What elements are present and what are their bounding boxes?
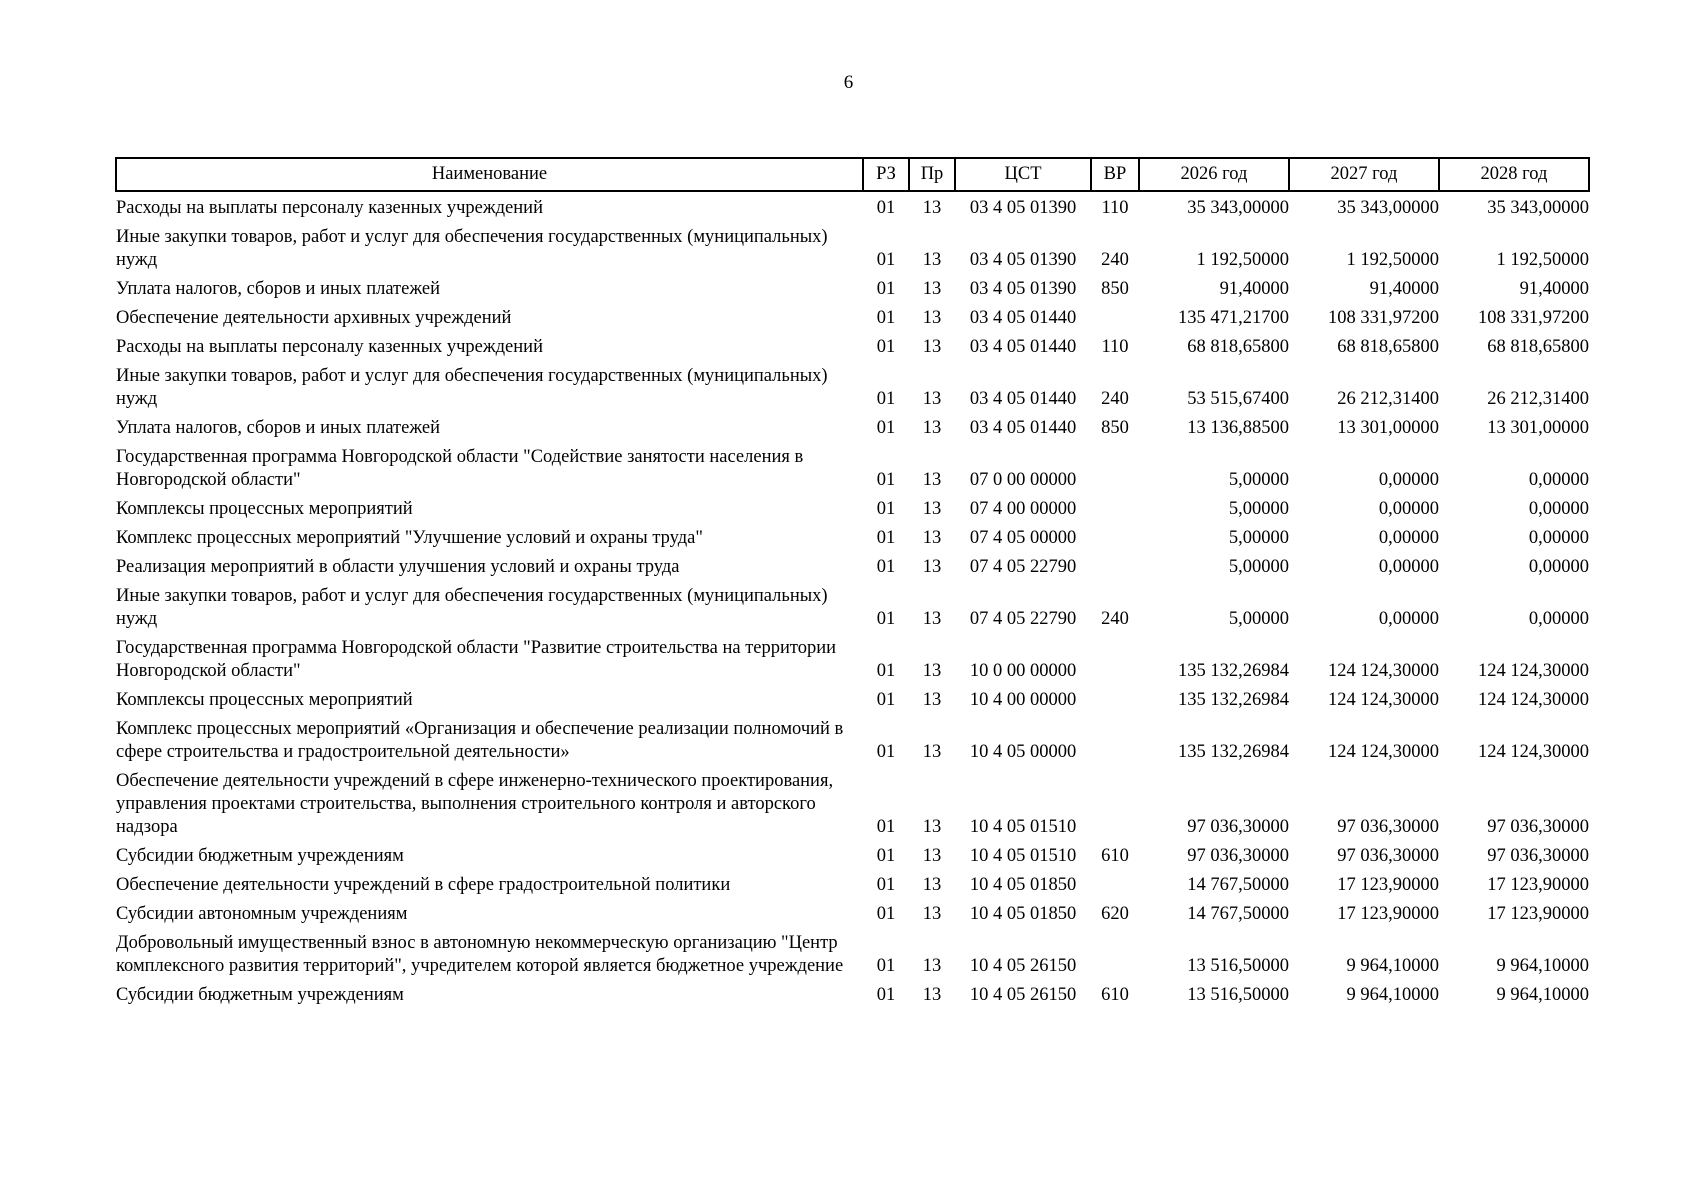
cell-cst: 03 4 05 01440 — [969, 337, 1077, 357]
cell-cst: 10 4 05 00000 — [969, 742, 1077, 762]
cell-2026: 14 767,50000 — [1187, 875, 1289, 895]
cell-rz: 01 — [876, 470, 896, 490]
table-row — [116, 556, 1589, 585]
cell-cst: 10 4 00 00000 — [969, 690, 1077, 710]
cell-2027: 97 036,30000 — [1337, 817, 1439, 837]
cell-name: Расходы на выплаты персоналу казенных учреждений — [116, 337, 543, 357]
table-row — [116, 689, 1589, 718]
cell-vr: 240 — [1101, 250, 1129, 270]
cell-2028: 13 301,00000 — [1487, 418, 1589, 438]
cell-2026: 5,00000 — [1228, 470, 1289, 490]
header-2028: 2028 год — [1439, 158, 1589, 191]
cell-cst: 03 4 05 01440 — [969, 389, 1077, 409]
cell-2027: 91,40000 — [1369, 279, 1439, 299]
cell-rz: 01 — [876, 557, 896, 577]
table-row — [116, 585, 1589, 637]
cell-pr: 13 — [922, 742, 942, 762]
cell-name: Иные закупки товаров, работ и услуг для обеспечения государственных (муниципальных) нужд — [116, 227, 828, 270]
cell-rz: 01 — [876, 742, 896, 762]
header-rz: РЗ — [863, 158, 909, 191]
cell-pr: 13 — [922, 661, 942, 681]
cell-2027: 17 123,90000 — [1337, 904, 1439, 924]
cell-cst: 07 4 00 00000 — [969, 499, 1077, 519]
cell-pr: 13 — [922, 846, 942, 866]
cell-name: Уплата налогов, сборов и иных платежей — [116, 279, 441, 299]
cell-2028: 0,00000 — [1528, 528, 1589, 548]
cell-name: Комплексы процессных мероприятий — [116, 690, 413, 710]
cell-vr: 240 — [1101, 609, 1129, 629]
cell-2026: 68 818,65800 — [1187, 337, 1289, 357]
cell-pr: 13 — [922, 250, 942, 270]
cell-vr: 850 — [1101, 279, 1129, 299]
cell-name: Иные закупки товаров, работ и услуг для обеспечения государственных (муниципальных) нужд — [116, 366, 828, 409]
cell-vr — [1091, 874, 1139, 903]
cell-rz: 01 — [876, 985, 896, 1005]
table-body — [116, 191, 1589, 1013]
cell-2028: 26 212,31400 — [1487, 389, 1589, 409]
cell-vr: 240 — [1101, 389, 1129, 409]
cell-2027: 68 818,65800 — [1337, 337, 1439, 357]
cell-2027: 0,00000 — [1378, 557, 1439, 577]
header-vr: ВР — [1091, 158, 1139, 191]
header-pr: Пр — [909, 158, 955, 191]
cell-vr — [1091, 770, 1139, 845]
cell-pr: 13 — [922, 609, 942, 629]
cell-pr: 13 — [922, 499, 942, 519]
table-row — [116, 191, 1589, 226]
cell-rz: 01 — [876, 956, 896, 976]
cell-2027: 124 124,30000 — [1328, 742, 1439, 762]
table-row — [116, 718, 1589, 770]
cell-cst: 10 4 05 01850 — [969, 875, 1077, 895]
cell-2026: 135 132,26984 — [1178, 690, 1289, 710]
cell-name: Комплекс процессных мероприятий "Улучшение условий и охраны труда" — [116, 528, 703, 548]
cell-vr: 850 — [1101, 418, 1129, 438]
cell-rz: 01 — [876, 389, 896, 409]
cell-name: Обеспечение деятельности учреждений в сфере инженерно-технического проектирования, управления проектами строительства, выполнения строительного контроля и авторского надзора — [116, 771, 834, 837]
cell-rz: 01 — [876, 904, 896, 924]
cell-cst: 10 4 05 01510 — [969, 846, 1077, 866]
cell-rz: 01 — [876, 418, 896, 438]
cell-name: Государственная программа Новгородской области "Содействие занятости населения в Новгородской области" — [116, 447, 804, 490]
cell-2028: 97 036,30000 — [1487, 846, 1589, 866]
cell-2027: 0,00000 — [1378, 499, 1439, 519]
page-number: 6 — [843, 72, 854, 93]
cell-pr: 13 — [922, 690, 942, 710]
cell-2026: 97 036,30000 — [1187, 846, 1289, 866]
cell-vr — [1091, 932, 1139, 984]
cell-2028: 124 124,30000 — [1478, 742, 1589, 762]
cell-rz: 01 — [876, 198, 896, 218]
table-row — [116, 307, 1589, 336]
cell-cst: 10 4 05 01510 — [969, 817, 1077, 837]
cell-vr — [1091, 689, 1139, 718]
cell-2027: 1 192,50000 — [1346, 250, 1439, 270]
cell-pr: 13 — [922, 985, 942, 1005]
cell-2028: 0,00000 — [1528, 499, 1589, 519]
table-row — [116, 446, 1589, 498]
cell-pr: 13 — [922, 904, 942, 924]
cell-2027: 124 124,30000 — [1328, 690, 1439, 710]
cell-vr: 610 — [1101, 985, 1129, 1005]
cell-2027: 26 212,31400 — [1337, 389, 1439, 409]
cell-2028: 1 192,50000 — [1496, 250, 1589, 270]
cell-vr — [1091, 637, 1139, 689]
cell-name: Расходы на выплаты персоналу казенных учреждений — [116, 198, 543, 218]
cell-name: Государственная программа Новгородской области "Развитие строительства на территории Новгородской области" — [116, 638, 837, 681]
table-row — [116, 903, 1589, 932]
table-row — [116, 984, 1589, 1013]
cell-cst: 10 0 00 00000 — [969, 661, 1077, 681]
cell-vr — [1091, 446, 1139, 498]
table-row — [116, 874, 1589, 903]
cell-name: Комплексы процессных мероприятий — [116, 499, 413, 519]
header-2026: 2026 год — [1139, 158, 1289, 191]
cell-pr: 13 — [922, 956, 942, 976]
cell-2026: 135 132,26984 — [1178, 661, 1289, 681]
cell-2028: 17 123,90000 — [1487, 904, 1589, 924]
cell-rz: 01 — [876, 690, 896, 710]
cell-name: Уплата налогов, сборов и иных платежей — [116, 418, 441, 438]
cell-2026: 135 471,21700 — [1178, 308, 1289, 328]
cell-2026: 97 036,30000 — [1187, 817, 1289, 837]
cell-name: Иные закупки товаров, работ и услуг для обеспечения государственных (муниципальных) нужд — [116, 586, 828, 629]
table-row — [116, 336, 1589, 365]
cell-2028: 91,40000 — [1519, 279, 1589, 299]
table-header — [116, 158, 1589, 191]
cell-name: Обеспечение деятельности архивных учреждений — [116, 308, 512, 328]
cell-name: Субсидии автономным учреждениям — [116, 904, 408, 924]
cell-2027: 124 124,30000 — [1328, 661, 1439, 681]
cell-cst: 10 4 05 26150 — [969, 985, 1077, 1005]
cell-rz: 01 — [876, 499, 896, 519]
cell-2026: 5,00000 — [1228, 499, 1289, 519]
cell-pr: 13 — [922, 418, 942, 438]
cell-name: Добровольный имущественный взнос в автономную некоммерческую организацию "Центр комплексного развития территорий", учредителем которой является бюджетное учреждение — [116, 933, 844, 976]
cell-rz: 01 — [876, 250, 896, 270]
cell-cst: 07 0 00 00000 — [969, 470, 1077, 490]
cell-cst: 07 4 05 00000 — [969, 528, 1077, 548]
cell-pr: 13 — [922, 817, 942, 837]
table-row — [116, 932, 1589, 984]
table-row — [116, 770, 1589, 845]
cell-cst: 03 4 05 01440 — [969, 308, 1077, 328]
cell-vr — [1091, 527, 1139, 556]
cell-pr: 13 — [922, 528, 942, 548]
cell-2026: 53 515,67400 — [1187, 389, 1289, 409]
cell-name: Обеспечение деятельности учреждений в сфере градостроительной политики — [116, 875, 731, 895]
cell-2028: 68 818,65800 — [1487, 337, 1589, 357]
cell-pr: 13 — [922, 470, 942, 490]
cell-vr — [1091, 718, 1139, 770]
cell-pr: 13 — [922, 198, 942, 218]
cell-2028: 108 331,97200 — [1478, 308, 1589, 328]
cell-2027: 17 123,90000 — [1337, 875, 1439, 895]
cell-cst: 10 4 05 26150 — [969, 956, 1077, 976]
table-row — [116, 845, 1589, 874]
cell-vr — [1091, 556, 1139, 585]
cell-rz: 01 — [876, 279, 896, 299]
cell-name: Субсидии бюджетным учреждениям — [116, 846, 404, 866]
cell-rz: 01 — [876, 609, 896, 629]
cell-cst: 10 4 05 01850 — [969, 904, 1077, 924]
cell-rz: 01 — [876, 817, 896, 837]
cell-2027: 35 343,00000 — [1337, 198, 1439, 218]
cell-2028: 35 343,00000 — [1487, 198, 1589, 218]
cell-2027: 13 301,00000 — [1337, 418, 1439, 438]
cell-vr — [1091, 307, 1139, 336]
cell-cst: 03 4 05 01390 — [969, 198, 1077, 218]
cell-vr: 110 — [1101, 337, 1129, 357]
cell-2028: 9 964,10000 — [1496, 956, 1589, 976]
table-row — [116, 365, 1589, 417]
cell-2028: 97 036,30000 — [1487, 817, 1589, 837]
cell-2027: 9 964,10000 — [1346, 956, 1439, 976]
cell-2028: 0,00000 — [1528, 609, 1589, 629]
cell-2026: 35 343,00000 — [1187, 198, 1289, 218]
cell-vr: 620 — [1101, 904, 1129, 924]
cell-rz: 01 — [876, 661, 896, 681]
table-row — [116, 637, 1589, 689]
cell-pr: 13 — [922, 337, 942, 357]
cell-rz: 01 — [876, 846, 896, 866]
table-row — [116, 226, 1589, 278]
cell-2028: 17 123,90000 — [1487, 875, 1589, 895]
cell-2026: 5,00000 — [1228, 557, 1289, 577]
cell-name: Субсидии бюджетным учреждениям — [116, 985, 404, 1005]
cell-2027: 97 036,30000 — [1337, 846, 1439, 866]
cell-2028: 0,00000 — [1528, 557, 1589, 577]
cell-pr: 13 — [922, 875, 942, 895]
cell-2028: 9 964,10000 — [1496, 985, 1589, 1005]
cell-2027: 0,00000 — [1378, 528, 1439, 548]
cell-cst: 07 4 05 22790 — [969, 609, 1077, 629]
budget-table — [115, 157, 1590, 1013]
cell-cst: 07 4 05 22790 — [969, 557, 1077, 577]
cell-rz: 01 — [876, 528, 896, 548]
cell-rz: 01 — [876, 875, 896, 895]
cell-pr: 13 — [922, 308, 942, 328]
cell-2026: 13 136,88500 — [1187, 418, 1289, 438]
cell-2026: 13 516,50000 — [1187, 985, 1289, 1005]
cell-2027: 0,00000 — [1378, 470, 1439, 490]
table-row — [116, 417, 1589, 446]
cell-name: Комплекс процессных мероприятий «Организация и обеспечение реализации полномочий в сфере строительства и градостроительной деятельности» — [116, 719, 844, 762]
cell-2026: 5,00000 — [1228, 609, 1289, 629]
cell-2027: 108 331,97200 — [1328, 308, 1439, 328]
table-row — [116, 498, 1589, 527]
cell-2026: 135 132,26984 — [1178, 742, 1289, 762]
cell-2026: 14 767,50000 — [1187, 904, 1289, 924]
cell-2028: 0,00000 — [1528, 470, 1589, 490]
cell-2027: 9 964,10000 — [1346, 985, 1439, 1005]
header-cst: ЦСТ — [955, 158, 1091, 191]
table-row — [116, 527, 1589, 556]
cell-2026: 13 516,50000 — [1187, 956, 1289, 976]
cell-2026: 91,40000 — [1219, 279, 1289, 299]
cell-rz: 01 — [876, 337, 896, 357]
cell-cst: 03 4 05 01390 — [969, 279, 1077, 299]
cell-2028: 124 124,30000 — [1478, 661, 1589, 681]
cell-pr: 13 — [922, 279, 942, 299]
cell-vr — [1091, 498, 1139, 527]
cell-2026: 5,00000 — [1228, 528, 1289, 548]
header-2027: 2027 год — [1289, 158, 1439, 191]
cell-rz: 01 — [876, 308, 896, 328]
cell-pr: 13 — [922, 389, 942, 409]
cell-cst: 03 4 05 01390 — [969, 250, 1077, 270]
cell-2026: 1 192,50000 — [1196, 250, 1289, 270]
cell-pr: 13 — [922, 557, 942, 577]
table-row — [116, 278, 1589, 307]
header-name: Наименование — [116, 158, 863, 191]
cell-2027: 0,00000 — [1378, 609, 1439, 629]
cell-cst: 03 4 05 01440 — [969, 418, 1077, 438]
cell-2028: 124 124,30000 — [1478, 690, 1589, 710]
cell-vr: 610 — [1101, 846, 1129, 866]
cell-name: Реализация мероприятий в области улучшения условий и охраны труда — [116, 557, 680, 577]
cell-vr: 110 — [1101, 198, 1129, 218]
